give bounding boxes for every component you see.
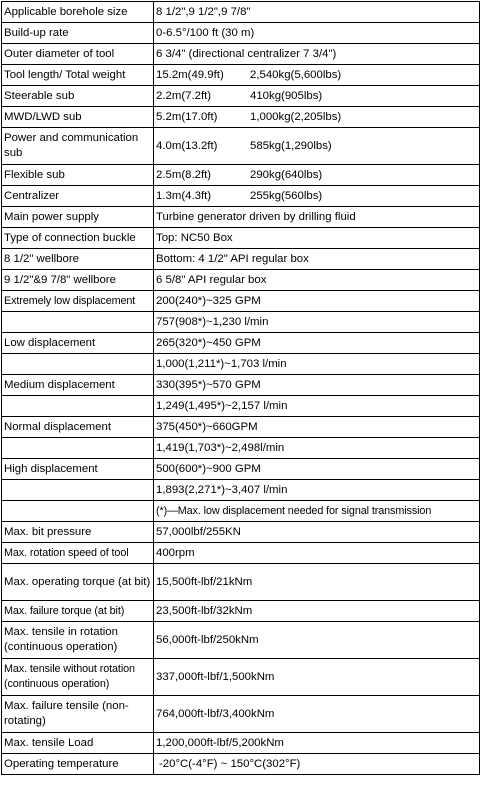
spec-weight: 585kg(1,290lbs): [250, 139, 332, 152]
spec-value: 57,000lbf/255KN: [154, 522, 480, 543]
spec-footnote: (*)—Max. low displacement needed for signal transmission: [154, 501, 480, 522]
table-row: [2, 601, 480, 622]
spec-value: -20°C(-4°F) ~ 150°C(302°F): [154, 754, 480, 775]
spec-value: 764,000ft-lbf/3,400kNm: [154, 696, 480, 733]
spec-label: Tool length/ Total weight: [2, 65, 154, 86]
spec-label: Max. failure torque (at bit): [2, 601, 154, 622]
spec-value: 23,500ft-lbf/32kNm: [154, 601, 480, 622]
table-row: [2, 65, 480, 86]
spec-value-pair: [154, 86, 480, 107]
table-row: [2, 165, 480, 186]
spec-value-pair: [154, 128, 480, 165]
spec-label: Max. tensile Load: [2, 733, 154, 754]
spec-weight: 290kg(640lbs): [250, 168, 323, 181]
table-row: [2, 354, 480, 375]
spec-value: 757(908*)~1,230 l/min: [154, 312, 480, 333]
spec-label: Max. bit pressure: [2, 522, 154, 543]
spec-length: 5.2m(17.0ft): [156, 110, 218, 123]
spec-value: 6 3/4" (directional centralizer 7 3/4"): [154, 44, 480, 65]
spec-length: 15.2m(49.9ft): [156, 68, 224, 81]
spec-label: Max. operating torque (at bit): [2, 564, 154, 601]
spec-value: Bottom: 4 1/2" API regular box: [154, 249, 480, 270]
spec-value: 1,249(1,495*)~2,157 l/min: [154, 396, 480, 417]
spec-label: Normal displacement: [2, 417, 154, 438]
spec-value: 15,500ft-lbf/21kNm: [154, 564, 480, 601]
table-row: [2, 291, 480, 312]
spec-length: 4.0m(13.2ft): [156, 139, 218, 152]
spec-length: 2.5m(8.2ft): [156, 168, 212, 181]
spec-length: 1.3m(4.3ft): [156, 189, 212, 202]
table-row: [2, 186, 480, 207]
table-row: [2, 501, 480, 522]
spec-label: MWD/LWD sub: [2, 107, 154, 128]
spec-label: [2, 501, 154, 522]
spec-label: 9 1/2"&9 7/8" wellbore: [2, 270, 154, 291]
specifications-table: [1, 1, 480, 775]
spec-value: 337,000ft-lbf/1,500kNm: [154, 659, 480, 696]
table-row: [2, 23, 480, 44]
spec-label: Operating temperature: [2, 754, 154, 775]
spec-label: 8 1/2" wellbore: [2, 249, 154, 270]
table-row: [2, 396, 480, 417]
spec-label: Power and communication sub: [2, 128, 154, 165]
spec-label: [2, 312, 154, 333]
table-row: [2, 754, 480, 775]
table-row: [2, 522, 480, 543]
table-row: [2, 44, 480, 65]
spec-value: 6 5/8" API regular box: [154, 270, 480, 291]
spec-label: Max. rotation speed of tool: [2, 543, 154, 564]
spec-label: [2, 396, 154, 417]
table-row: [2, 733, 480, 754]
table-row: [2, 543, 480, 564]
spec-weight: 1,000kg(2,205lbs): [250, 110, 342, 123]
spec-value: 330(395*)~570 GPM: [154, 375, 480, 396]
table-row: [2, 417, 480, 438]
spec-value: 400rpm: [154, 543, 480, 564]
spec-label: Flexible sub: [2, 165, 154, 186]
spec-value: 500(600*)~900 GPM: [154, 459, 480, 480]
table-row: [2, 438, 480, 459]
spec-value: 8 1/2",9 1/2",9 7/8": [154, 2, 480, 23]
spec-label: Max. failure tensile (non-rotating): [2, 696, 154, 733]
table-row: [2, 86, 480, 107]
spec-value: Top: NC50 Box: [154, 228, 480, 249]
spec-value: 375(450*)~660GPM: [154, 417, 480, 438]
table-row: [2, 564, 480, 601]
table-row: [2, 333, 480, 354]
table-row: [2, 270, 480, 291]
table-row: [2, 128, 480, 165]
spec-value: 200(240*)~325 GPM: [154, 291, 480, 312]
spec-label: [2, 480, 154, 501]
spec-label: Max. tensile in rotation (continuous operation): [2, 622, 154, 659]
table-row: [2, 659, 480, 696]
spec-label: Main power supply: [2, 207, 154, 228]
spec-value: Turbine generator driven by drilling fluid: [154, 207, 480, 228]
table-row: [2, 228, 480, 249]
spec-label: [2, 354, 154, 375]
table-row: [2, 207, 480, 228]
spec-label: Centralizer: [2, 186, 154, 207]
spec-value: 1,419(1,703*)~2,498l/min: [154, 438, 480, 459]
table-row: [2, 107, 480, 128]
spec-value: 1,000(1,211*)~1,703 l/min: [154, 354, 480, 375]
spec-value-pair: [154, 65, 480, 86]
spec-weight: 255kg(560lbs): [250, 189, 323, 202]
spec-length: 2.2m(7.2ft): [156, 89, 212, 102]
spec-label: High displacement: [2, 459, 154, 480]
spec-value-pair: [154, 186, 480, 207]
table-row: [2, 622, 480, 659]
table-row: [2, 696, 480, 733]
spec-label: [2, 438, 154, 459]
table-row: [2, 480, 480, 501]
spec-weight: 410kg(905lbs): [250, 89, 323, 102]
spec-label: Type of connection buckle: [2, 228, 154, 249]
spec-label: Steerable sub: [2, 86, 154, 107]
spec-label: Low displacement: [2, 333, 154, 354]
spec-value: 0-6.5°/100 ft (30 m): [154, 23, 480, 44]
spec-value: 1,200,000ft-lbf/5,200kNm: [154, 733, 480, 754]
spec-weight: 2,540kg(5,600lbs): [250, 68, 342, 81]
spec-value: 265(320*)~450 GPM: [154, 333, 480, 354]
spec-value: 1,893(2,271*)~3,407 l/min: [154, 480, 480, 501]
spec-label: Outer diameter of tool: [2, 44, 154, 65]
table-row: [2, 249, 480, 270]
table-row: [2, 459, 480, 480]
spec-label: Medium displacement: [2, 375, 154, 396]
spec-label: Extremely low displacement: [2, 291, 154, 312]
spec-label: Applicable borehole size: [2, 2, 154, 23]
spec-value-pair: [154, 165, 480, 186]
spec-label: Build-up rate: [2, 23, 154, 44]
table-row: [2, 312, 480, 333]
spec-value-pair: [154, 107, 480, 128]
spec-label: Max. tensile without rotation (continuous operation): [2, 659, 154, 696]
table-row: [2, 2, 480, 23]
spec-value: 56,000ft-lbf/250kNm: [154, 622, 480, 659]
table-row: [2, 375, 480, 396]
